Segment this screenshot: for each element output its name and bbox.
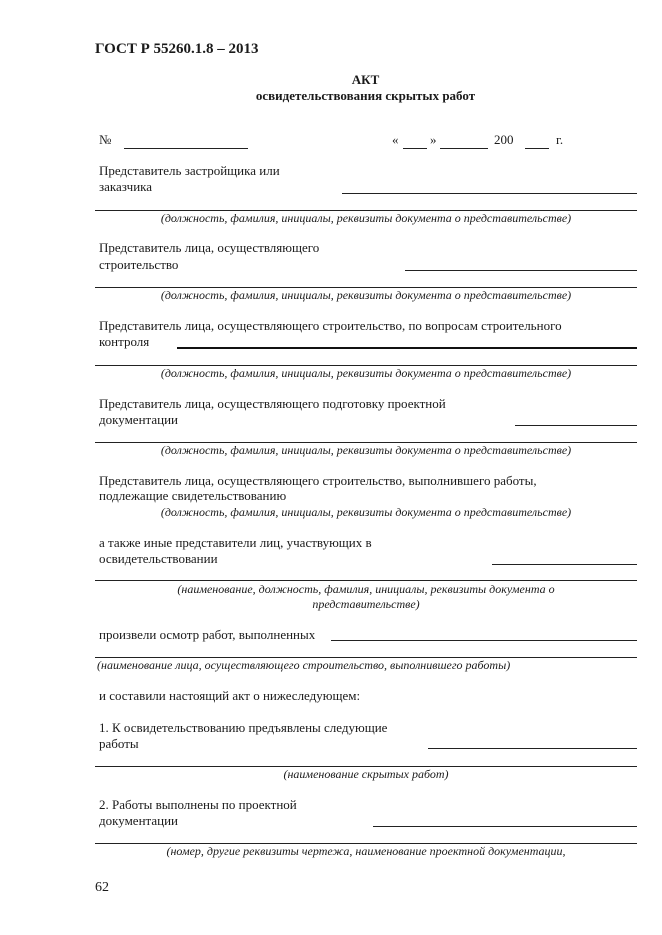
item2-label-2: документации <box>99 813 179 828</box>
others-rep-label-1: а также иные представители лиц, участвующих в <box>99 535 372 550</box>
year-prefix: 200 <box>494 132 514 147</box>
document-subtitle: освидетельствования скрытых работ <box>255 88 476 103</box>
design-rep-label-1: Представитель лица, осуществляющего подготовку проектной <box>99 396 446 411</box>
others-rep-hint-2: представительстве) <box>312 597 420 611</box>
others-rep-label-2: освидетельствовании <box>99 551 218 566</box>
customer-rep-hint: (должность, фамилия, инициалы, реквизиты документа о представительстве) <box>160 211 572 225</box>
item1-field[interactable] <box>428 748 637 749</box>
customer-rep-label-2: заказчика <box>99 179 153 194</box>
design-rep-field[interactable] <box>515 425 637 426</box>
item1-label-1: 1. К освидетельствованию предъявлены следующие <box>99 720 388 735</box>
control-rep-field[interactable] <box>177 347 637 349</box>
others-rep-hint-1: (наименование, должность, фамилия, инициалы, реквизиты документа о <box>177 582 555 596</box>
performer-hint: (наименование лица, осуществляющего строительство, выполнившего работы) <box>97 658 511 672</box>
document-title: АКТ <box>351 72 380 87</box>
quote-open: « <box>392 132 399 147</box>
year-field[interactable] <box>525 148 549 149</box>
item2-field[interactable] <box>373 826 637 827</box>
number-sign: № <box>99 132 112 147</box>
performer-rep-hint: (должность, фамилия, инициалы, реквизиты документа о представительстве) <box>160 505 572 519</box>
page-number: 62 <box>95 880 109 895</box>
builder-rep-field[interactable] <box>405 270 637 271</box>
control-rep-hint: (должность, фамилия, инициалы, реквизиты документа о представительстве) <box>160 366 572 380</box>
control-rep-label-1: Представитель лица, осуществляющего строительство, по вопросам строительного <box>99 318 562 333</box>
others-rep-field-2[interactable] <box>95 580 637 581</box>
hidden-works-hint: (наименование скрытых работ) <box>283 767 449 781</box>
customer-rep-field[interactable] <box>342 193 637 194</box>
builder-rep-label-1: Представитель лица, осуществляющего <box>99 240 320 255</box>
inspected-field[interactable] <box>331 640 637 641</box>
customer-rep-label-1: Представитель застройщика или <box>99 163 280 178</box>
item1-label-2: работы <box>99 736 139 751</box>
design-rep-hint: (должность, фамилия, инициалы, реквизиты документа о представительстве) <box>160 443 572 457</box>
performer-rep-label-2: подлежащие свидетельствованию <box>99 488 287 503</box>
quote-close: » <box>430 132 437 147</box>
inspected-label: произвели осмотр работ, выполненных <box>99 627 316 642</box>
compiled-label: и составили настоящий акт о нижеследующем: <box>99 688 361 703</box>
standard-code: ГОСТ Р 55260.1.8 – 2013 <box>95 41 259 57</box>
control-rep-label-2: контроля <box>99 334 150 349</box>
item2-label-1: 2. Работы выполнены по проектной <box>99 797 297 812</box>
day-field[interactable] <box>403 148 427 149</box>
builder-rep-hint: (должность, фамилия, инициалы, реквизиты документа о представительстве) <box>160 288 572 302</box>
drawing-hint: (номер, другие реквизиты чертежа, наименование проектной документации, <box>166 844 566 858</box>
year-suffix: г. <box>556 132 564 147</box>
others-rep-field[interactable] <box>492 564 637 565</box>
number-field[interactable] <box>124 148 248 149</box>
builder-rep-label-2: строительство <box>99 257 179 272</box>
design-rep-label-2: документации <box>99 412 179 427</box>
month-field[interactable] <box>440 148 488 149</box>
performer-rep-label-1: Представитель лица, осуществляющего строительство, выполнившего работы, <box>99 473 537 488</box>
